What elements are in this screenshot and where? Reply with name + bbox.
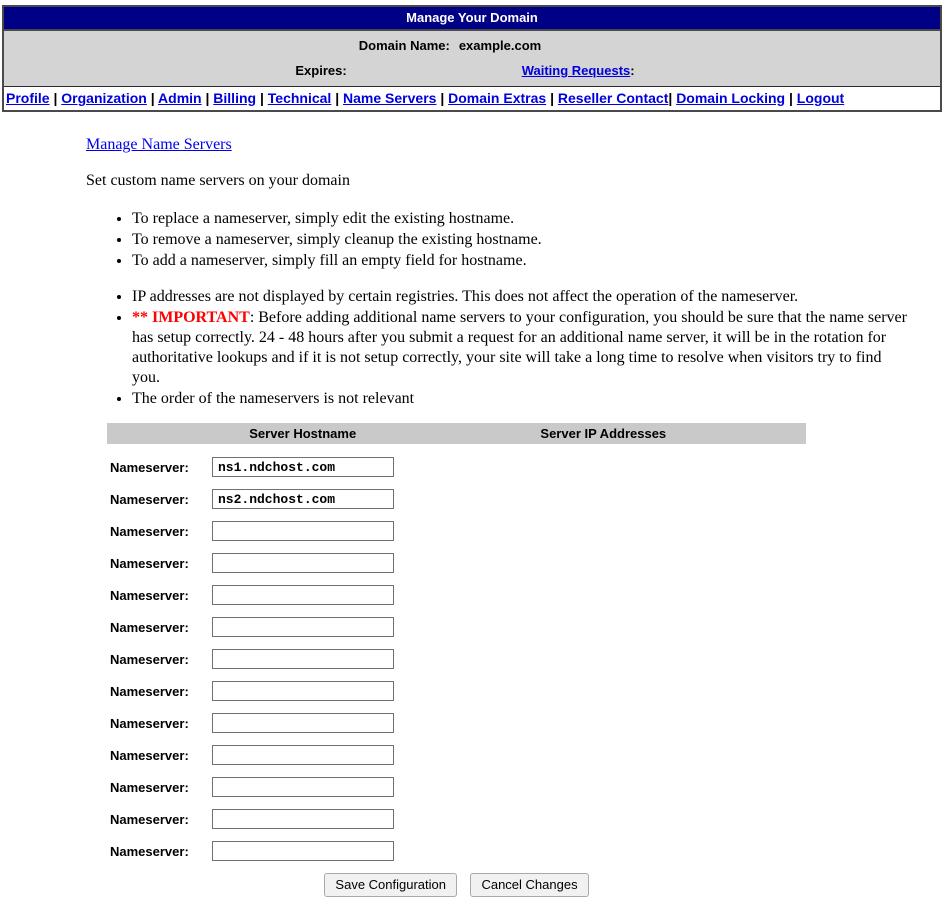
manage-name-servers-link[interactable]: Manage Name Servers [86,136,232,153]
nameserver-row [107,451,806,483]
nameserver-row [107,483,806,515]
list-item: • To add a nameserver, simply fill an empty field for hostname. [132,251,912,271]
nameserver-row [107,611,806,643]
domain-name-value: example.com [458,38,542,53]
nameserver-label: Nameserver: [110,715,189,731]
nav-separator: | [668,90,677,106]
page-title: Manage Your Domain [4,7,940,31]
nav-link-domain-locking[interactable]: Domain Locking [676,90,786,106]
nameserver-input-1[interactable] [212,457,394,477]
nameserver-row [107,739,806,771]
nav-link-reseller-contact[interactable]: Reseller Contact [557,90,669,106]
nameserver-row [107,771,806,803]
waiting-requests-link[interactable]: Waiting Requests [521,63,631,78]
nameserver-label: Nameserver: [110,523,189,539]
nav-separator: | [256,90,268,106]
nameserver-input-2[interactable] [212,489,394,509]
col-header-server-ip-addresses: Server IP Addresses [540,426,667,441]
list-item: • The order of the nameservers is not relevant [132,389,912,409]
nameserver-input-6[interactable] [212,617,394,637]
nav-separator: | [201,90,214,106]
list-item: • IP addresses are not displayed by certain registries. This does not affect the operation of the nameserver. [132,287,912,307]
waiting-requests-colon: : [630,63,635,78]
nameserver-input-12[interactable] [212,809,394,829]
nameserver-label: Nameserver: [110,651,189,667]
expires-row [0,63,933,78]
nav-bar [4,87,940,110]
nameserver-row [107,675,806,707]
nameserver-row [107,707,806,739]
domain-info-bar [4,31,940,87]
list-item: • To replace a nameserver, simply edit the existing hostname. [132,209,912,229]
nav-separator: | [785,90,797,106]
nameserver-label: Nameserver: [110,811,189,827]
save-configuration-button[interactable]: Save Configuration [324,873,457,897]
nav-link-domain-extras[interactable]: Domain Extras [448,90,547,106]
intro-text: Set custom name servers on your domain [86,172,350,189]
important-label: ** IMPORTANT [132,309,250,326]
nav-separator: | [49,90,62,106]
nameserver-input-4[interactable] [212,553,394,573]
list-item: • ** IMPORTANT: Before adding additional name servers to your configuration, you should be sure that the name server has setup correctly. 24 - 48 hours after you submit a request for an additional name server, it will be in the rotation for authoritative lookups and if it is not setup correctly, your site will take a long time to resolve when visitors try to find you. [132,308,912,388]
nameserver-row [107,835,806,867]
nav-link-name-servers[interactable]: Name Servers [343,90,437,106]
nav-link-billing[interactable]: Billing [213,90,257,106]
nameserver-rows [107,451,806,867]
nameserver-input-9[interactable] [212,713,394,733]
nameserver-row [107,643,806,675]
form-actions [107,873,806,897]
nameserver-label: Nameserver: [110,555,189,571]
nameserver-label: Nameserver: [110,619,189,635]
table-header [107,423,806,444]
nav-separator: | [546,90,558,106]
nav-link-admin[interactable]: Admin [158,90,202,106]
nameserver-row [107,515,806,547]
main-content [86,136,944,897]
nav-separator: | [331,90,344,106]
nav-separator: | [436,90,449,106]
nameserver-row [107,579,806,611]
nav-link-technical[interactable]: Technical [267,90,332,106]
nav-link-organization[interactable]: Organization [61,90,147,106]
nameserver-label: Nameserver: [110,683,189,699]
expires-label: Expires: [295,63,347,78]
domain-name-label: Domain Name: [358,38,450,53]
nameserver-label: Nameserver: [110,779,189,795]
nameserver-input-3[interactable] [212,521,394,541]
basic-instructions-list [86,209,944,271]
nameserver-label: Nameserver: [110,459,189,475]
nameserver-input-13[interactable] [212,841,394,861]
cancel-changes-button[interactable]: Cancel Changes [470,873,588,897]
nav-separator: | [146,90,159,106]
list-item: • To remove a nameserver, simply cleanup the existing hostname. [132,230,912,250]
nameserver-input-8[interactable] [212,681,394,701]
nameserver-row [107,547,806,579]
nameserver-label: Nameserver: [110,587,189,603]
domain-name-row [0,38,918,53]
nameserver-row [107,803,806,835]
nameserver-input-11[interactable] [212,777,394,797]
nameserver-input-7[interactable] [212,649,394,669]
nameserver-label: Nameserver: [110,843,189,859]
nameserver-input-5[interactable] [212,585,394,605]
nav-link-profile[interactable]: Profile [6,90,50,106]
nameserver-label: Nameserver: [110,747,189,763]
nav-link-logout[interactable]: Logout [796,90,845,106]
nameserver-label: Nameserver: [110,491,189,507]
nameserver-input-10[interactable] [212,745,394,765]
domain-header-panel [2,5,942,112]
notes-list [86,287,944,409]
col-header-server-hostname: Server Hostname [249,426,357,441]
nameserver-table [107,423,806,897]
waiting-requests-wrap [522,63,635,78]
